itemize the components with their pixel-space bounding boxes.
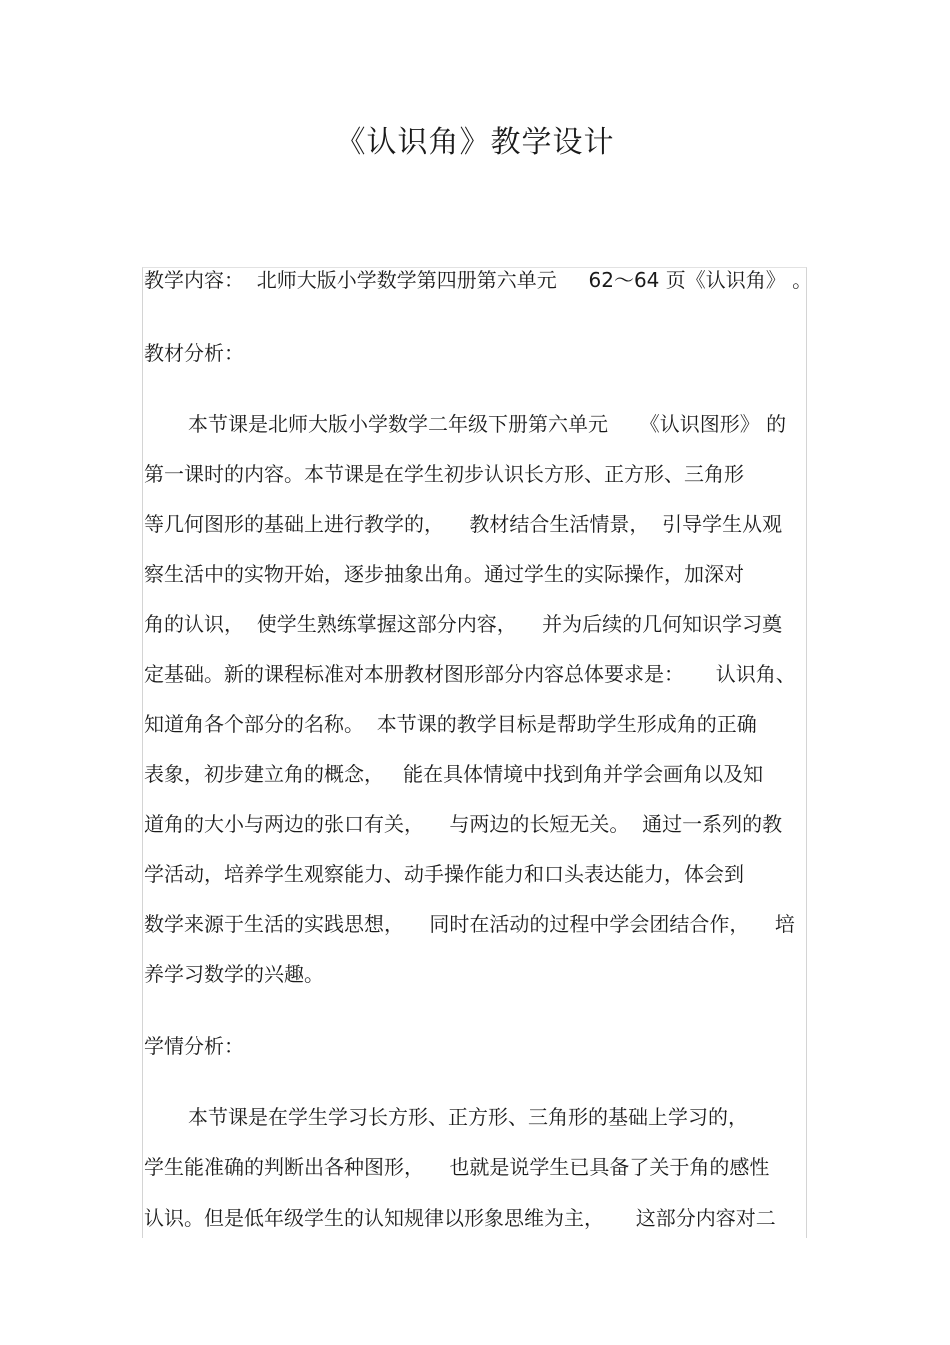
textbook-analysis-heading: 教材分析： [144,341,244,365]
student-analysis-line: 学生能准确的判断出各种图形， 也就是说学生已具备了关于角的感性 [144,1155,770,1179]
textbook-analysis-line: 数学来源于生活的实践思想， 同时在活动的过程中学会团结合作， 培 [144,912,795,936]
textbook-analysis-line: 角的认识， 使学生熟练掌握这部分内容， 并为后续的几何知识学习奠 [144,612,783,636]
textbook-analysis-line: 等几何图形的基础上进行教学的， 教材结合生活情景， 引导学生从观 [144,512,783,536]
page-title: 《认识角》教学设计 [335,125,615,160]
textbook-analysis-line: 察生活中的实物开始，逐步抽象出角。通过学生的实际操作，加深对 [144,562,744,586]
textbook-analysis-line: 本节课是北师大版小学数学二年级下册第六单元 《认识图形》 的 [188,412,787,436]
student-analysis-line: 认识。但是低年级学生的认知规律以形象思维为主， 这部分内容对二 [144,1206,776,1230]
student-analysis-line: 本节课是在学生学习长方形、正方形、三角形的基础上学习的， [188,1105,748,1129]
textbook-analysis-line: 定基础。新的课程标准对本册教材图形部分内容总体要求是： 认识角、 [144,662,796,686]
textbook-analysis-line: 表象，初步建立角的概念， 能在具体情境中找到角并学会画角以及知 [144,762,764,786]
teaching-content: 教学内容： 北师大版小学数学第四册第六单元 62～64 页《认识角》 。 [144,268,813,292]
textbook-analysis-line: 知道角各个部分的名称。 本节课的教学目标是帮助学生形成角的正确 [144,712,757,736]
textbook-analysis-line: 第一课时的内容。本节课是在学生初步认识长方形、正方形、三角形 [144,462,744,486]
textbook-analysis-line: 道角的大小与两边的张口有关， 与两边的长短无关。 通过一系列的教 [144,812,783,836]
textbook-analysis-line: 学活动，培养学生观察能力、动手操作能力和口头表达能力，体会到 [144,862,744,886]
student-analysis-heading: 学情分析： [144,1034,244,1058]
textbook-analysis-line: 养学习数学的兴趣。 [144,962,324,986]
